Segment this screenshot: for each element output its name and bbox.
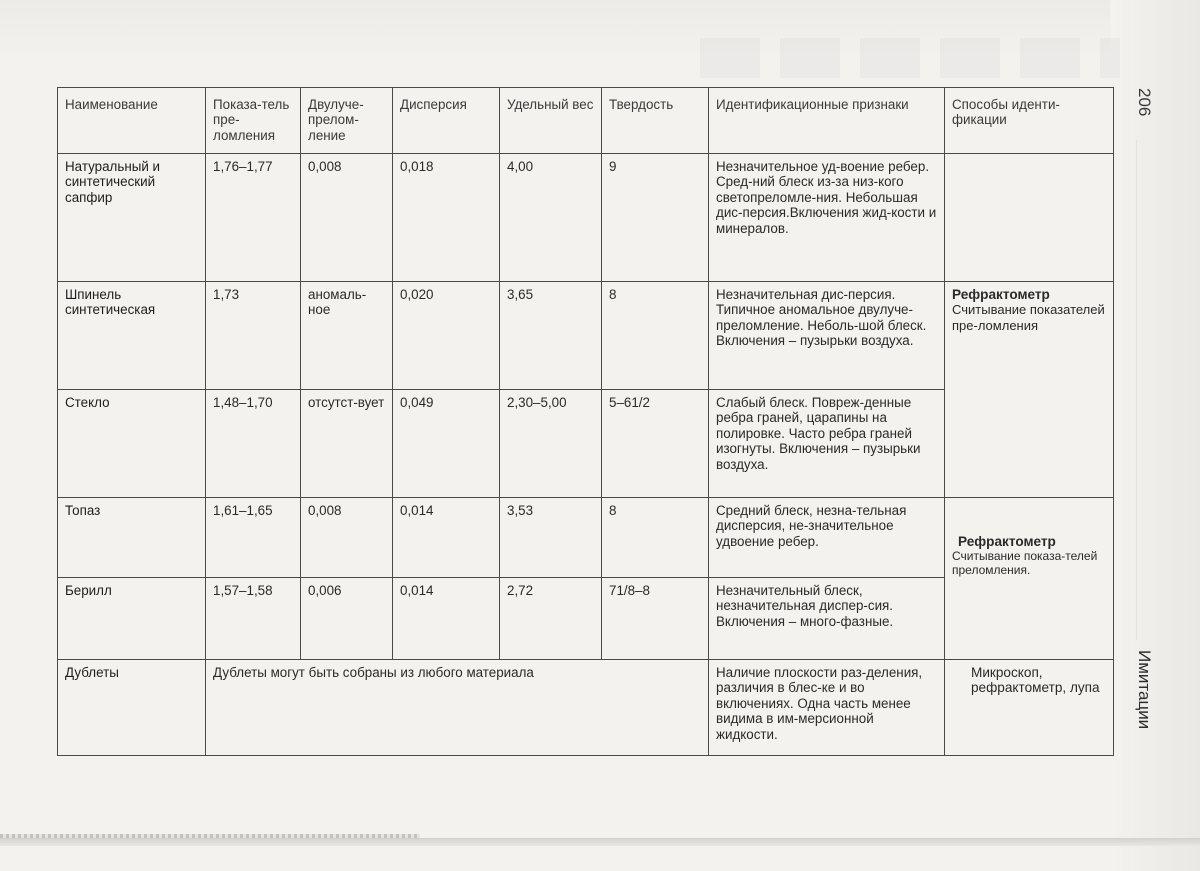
row-birefringence: 0,006: [301, 578, 393, 660]
methods-empty: [945, 154, 1114, 282]
method-description: Считывание показа-телей преломления.: [952, 549, 1098, 578]
row-refraction: 1,61–1,65: [206, 498, 301, 578]
row-hardness: 8: [602, 282, 709, 390]
row-name: Стекло: [58, 390, 206, 498]
methods-cell-refractometer: [945, 282, 1114, 498]
row-name: Топаз: [58, 498, 206, 578]
row-dispersion: 0,049: [393, 390, 500, 498]
row-dispersion: 0,020: [393, 282, 500, 390]
row-features: Средний блеск, незна-тельная дисперсия, не-значительное удвоение ребер.: [709, 498, 945, 578]
row-name: Дублеты: [58, 660, 206, 756]
page-bottom-edge: [0, 838, 1200, 846]
row-hardness: 8: [602, 498, 709, 578]
row-features: Незначительный блеск, незначительная диспер-сия. Включения – много-фазные.: [709, 578, 945, 660]
header-row: [58, 88, 1114, 154]
table-row: [58, 154, 1114, 282]
row-refraction: 1,57–1,58: [206, 578, 301, 660]
header-refraction: Показа-тель пре-ломления: [206, 88, 301, 154]
row-dispersion: 0,014: [393, 498, 500, 578]
header-name: Наименование: [58, 88, 206, 154]
row-density: 3,65: [500, 282, 602, 390]
row-features: Незначительная дис-персия. Типичное аномальное двулуче-преломление. Неболь-шой блеск. Включения – пузырьки воздуха.: [709, 282, 945, 390]
row-density: 4,00: [500, 154, 602, 282]
row-dispersion: 0,014: [393, 578, 500, 660]
page-number: [1124, 88, 1158, 128]
row-refraction: 1,73: [206, 282, 301, 390]
doublets-note: Дублеты могут быть собраны из любого материала: [206, 660, 709, 756]
row-features: Наличие плоскости раз-деления, различия в блес-ке и во включениях. Одна часть менее видима в им-мерсионной жидкости.: [709, 660, 945, 756]
row-dispersion: 0,018: [393, 154, 500, 282]
row-refraction: 1,76–1,77: [206, 154, 301, 282]
row-birefringence: 0,008: [301, 498, 393, 578]
table-row: [58, 660, 1114, 756]
method-title: Рефрактометр: [958, 534, 1056, 549]
method-title: Рефрактометр: [952, 287, 1050, 302]
row-features: Незначительное уд-воение ребер. Сред-ний блеск из-за низ-кого светопреломле-ния. Небольшая дис-персия.Включения жид-кости и минералов.: [709, 154, 945, 282]
row-birefringence: 0,008: [301, 154, 393, 282]
section-label-text: Имитации: [1135, 650, 1154, 730]
row-hardness: 5–61/2: [602, 390, 709, 498]
header-birefringence: Двулуче-прелом-ление: [301, 88, 393, 154]
row-features: Слабый блеск. Повреж-денные ребра граней, царапины на полировке. Часто ребра граней изогнуты. Включения – пузырьки воздуха.: [709, 390, 945, 498]
row-density: 2,72: [500, 578, 602, 660]
row-birefringence: отсутст-вует: [301, 390, 393, 498]
table-row: [58, 282, 1114, 390]
row-hardness: 71/8–8: [602, 578, 709, 660]
table-row: [58, 498, 1114, 578]
header-hardness: Твердость: [602, 88, 709, 154]
row-birefringence: аномаль-ное: [301, 282, 393, 390]
header-density: Удельный вес: [500, 88, 602, 154]
row-density: 2,30–5,00: [500, 390, 602, 498]
header-features: Идентификационные признаки: [709, 88, 945, 154]
margin-shadow: [1136, 140, 1137, 640]
row-refraction: 1,48–1,70: [206, 390, 301, 498]
row-name: Берилл: [58, 578, 206, 660]
gem-identification-table: [57, 87, 1114, 756]
row-density: 3,53: [500, 498, 602, 578]
methods-cell-refractometer: [945, 498, 1114, 660]
section-label: [1124, 650, 1158, 750]
row-name: Натуральный и синтетический сапфир: [58, 154, 206, 282]
header-methods: Способы иденти-фикации: [945, 88, 1114, 154]
bleed-through-text: [700, 38, 1120, 78]
header-dispersion: Дисперсия: [393, 88, 500, 154]
page-number-text: 206: [1135, 88, 1154, 117]
row-hardness: 9: [602, 154, 709, 282]
methods-cell-doublets: Микроскоп, рефрактометр, лупа: [945, 660, 1114, 756]
row-name: Шпинель синтетическая: [58, 282, 206, 390]
method-description: Считывание показателей пре-ломления: [952, 302, 1105, 333]
